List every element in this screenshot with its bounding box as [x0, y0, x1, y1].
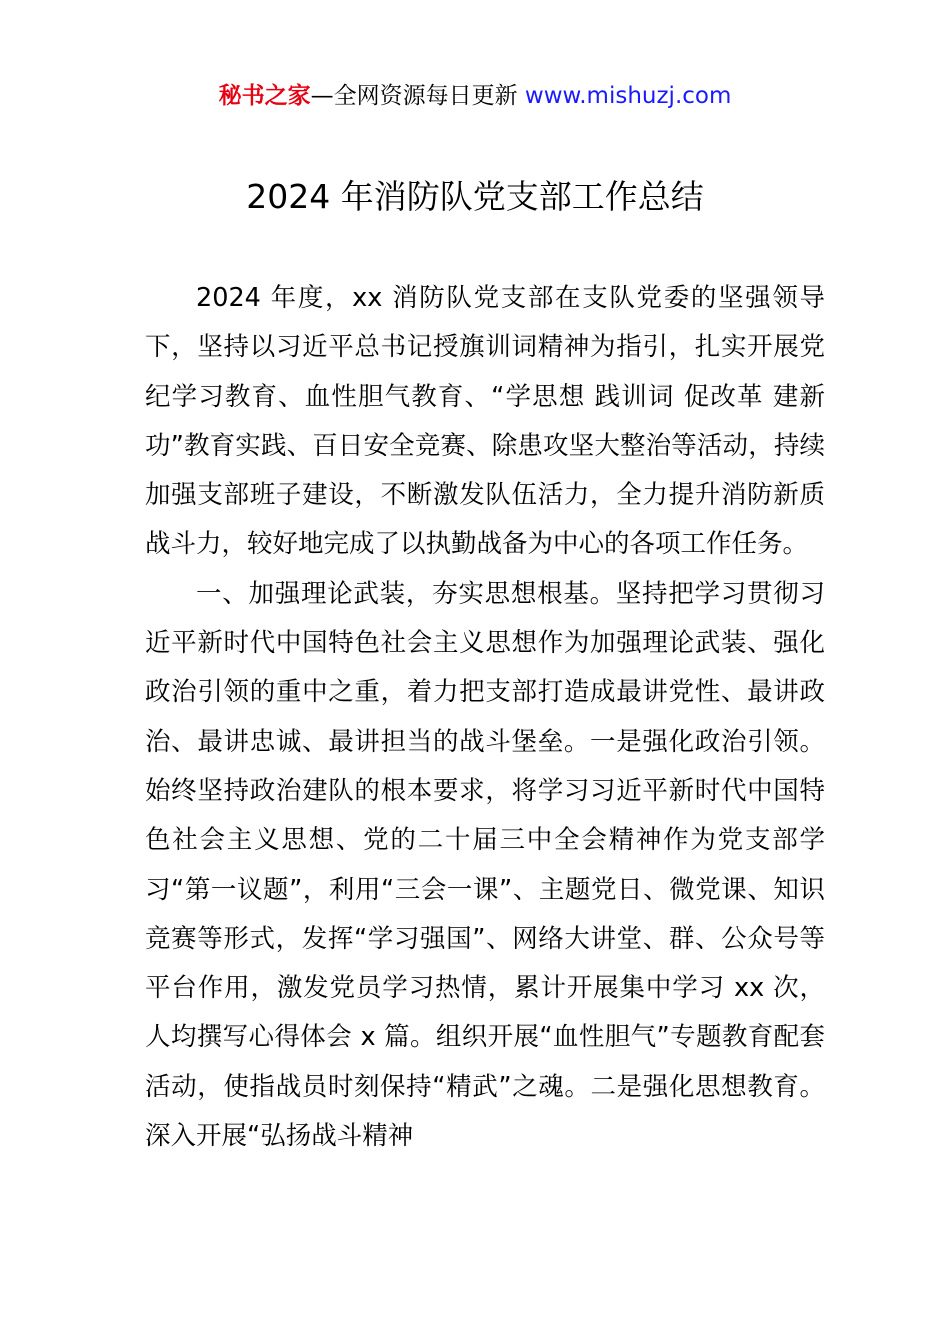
paragraph-section-one: 一、加强理论武装，夯实思想根基。坚持把学习贯彻习近平新时代中国特色社会主义思想作为加强理论武装、强化政治引领的重中之重，着力把支部打造成最讲党性、最讲政治、最讲忠诚、最讲担当的战斗堡垒。一是强化政治引领。始终坚持政治建队的根本要求，将学习习近平新时代中国特色社会主义思想、党的二十届三中全会精神作为党支部学习“第一议题”，利用“三会一课”、主题党日、微党课、知识竞赛等形式，发挥“学习强国”、网络大讲堂、群、公众号等平台作用，激发党员学习热情，累计开展集中学习 xx 次，人均撰写心得体会 x 篇。组织开展“血性胆气”专题教育配套活动，使指战员时刻保持“精武”之魂。二是强化思想教育。深入开展“弘扬战斗精神: [145, 578, 825, 1152]
document-body: [145, 274, 825, 1161]
site-tagline: —全网资源每日更新: [310, 83, 525, 109]
paragraph-intro: 2024 年度，xx 消防队党支部在支队党委的坚强领导下，坚持以习近平总书记授旗训词精神为指引，扎实开展党纪学习教育、血性胆气教育、“学思想 践训词 促改革 建新功”教育实践、百日安全竞赛、除患攻坚大整治等活动，持续加强支部班子建设，不断激发队伍活力，全力提升消防新质战斗力，较好地完成了以执勤战备为中心的各项工作任务。: [145, 283, 825, 560]
site-header: [0, 80, 950, 112]
document-title: 2024 年消防队党支部工作总结: [246, 177, 704, 216]
site-url-link[interactable]: www.mishuzj.com: [524, 83, 732, 109]
site-brand: 秘书之家: [218, 83, 311, 109]
